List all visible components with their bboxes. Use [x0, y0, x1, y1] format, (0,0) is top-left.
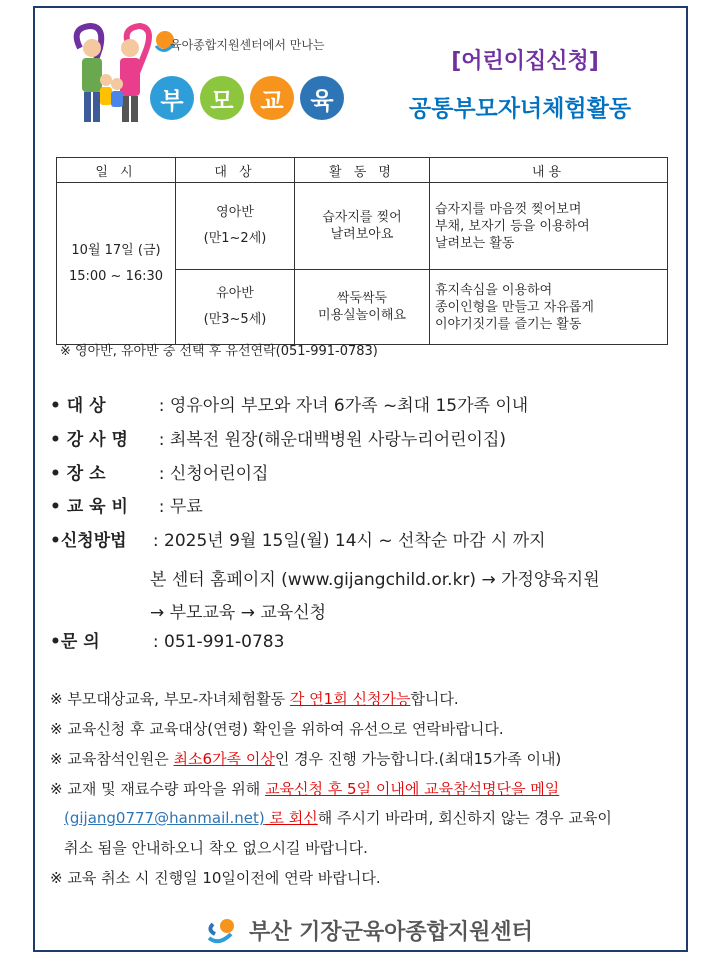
- center-logo-icon: [205, 916, 241, 946]
- col-header-target: 대 상: [176, 158, 295, 183]
- notice-4-line-2: [64, 807, 612, 828]
- content-line: 휴지속심을 이용하여: [435, 282, 553, 298]
- notice-4-line-3: 취소 됨을 안내하오니 착오 없으시길 바랍니다.: [64, 839, 368, 857]
- info-value: : 영유아의 부모와 자녀 6가족 ~최대 15가족 이내: [158, 396, 529, 416]
- content-line: 습자지를 마음껏 찢어보며: [435, 201, 582, 217]
- bullet: •: [50, 497, 67, 517]
- info-label: 장 소: [66, 464, 106, 484]
- col-header-activity: 활 동 명: [295, 158, 430, 183]
- info-lecturer: [50, 430, 506, 450]
- title-line-2: 공통부모자녀체험활동: [408, 96, 632, 122]
- activity-line: 습자지를 찢어: [322, 210, 402, 225]
- notice-text: 인 경우 진행 가능합니다.(최대15가족 이내): [274, 750, 562, 768]
- schedule-table: [56, 157, 668, 345]
- target-name: 유아반: [216, 286, 254, 301]
- content-line: 부채, 보자기 등을 이용하여: [435, 218, 590, 234]
- parent-education-logo: [150, 76, 344, 120]
- bullet: •: [50, 464, 67, 484]
- logo-letter-4: 육: [300, 76, 344, 120]
- info-value: : 무료: [158, 497, 203, 517]
- apply-line-3: → 부모교육 → 교육신청: [150, 603, 327, 623]
- info-value: : 신청어린이집: [158, 464, 269, 484]
- info-label: 교 육 비: [66, 497, 128, 517]
- notice-1: [50, 688, 459, 709]
- notice-text: ※ 교육참석인원은: [50, 750, 174, 768]
- bullet: •: [50, 531, 61, 551]
- notice-highlight: 최소6가족 이상: [173, 750, 275, 768]
- bullet: •: [50, 396, 67, 416]
- info-apply: [50, 531, 546, 551]
- activity-line: 날려보아요: [330, 227, 394, 242]
- sub-banner: 육아종합지원센터에서 만나는: [170, 38, 325, 52]
- bullet: •: [50, 632, 61, 652]
- info-label: 강 사 명: [66, 430, 128, 450]
- info-target: [50, 396, 528, 416]
- apply-line-2: 본 센터 홈페이지 (www.gijangchild.or.kr) → 가정양육지원: [150, 570, 600, 590]
- activity-cell: [295, 183, 430, 270]
- target-age: (만1~2세): [203, 231, 267, 246]
- content-cell: [430, 183, 668, 270]
- notice-4: [50, 778, 559, 799]
- notice-highlight: 교육신청 후 5일 이내에 교육참석명단을 메일: [265, 780, 560, 798]
- notice-text: 합니다.: [410, 690, 459, 708]
- activity-cell: [295, 270, 430, 345]
- notice-3: [50, 748, 561, 769]
- schedule-note: ※ 영아반, 유아반 중 선택 후 유선연락(051-991-0783): [60, 344, 378, 359]
- footer-org-name: 부산 기장군육아종합지원센터: [249, 920, 533, 945]
- bullet: •: [50, 430, 67, 450]
- info-fee: [50, 497, 203, 517]
- notice-text: 해 주시기 바라며, 회신하지 않는 경우 교육이: [317, 809, 612, 827]
- info-value: : 2025년 9월 15일(월) 14시 ~ 선착순 마감 시 까지: [152, 531, 546, 551]
- target-cell: [176, 270, 295, 345]
- notice-2: ※ 교육신청 후 교육대상(연령) 확인을 위하여 유선으로 연락바랍니다.: [50, 720, 504, 738]
- footer: [205, 915, 533, 946]
- logo-letter-3: 교: [250, 76, 294, 120]
- logo-letter-1: 부: [150, 76, 194, 120]
- activity-line: 미용실놀이해요: [318, 308, 406, 323]
- content-line: 이야기짓기를 즐기는 활동: [435, 316, 582, 332]
- info-label: 신청방법: [60, 531, 127, 551]
- title-line-1: [어린이집신청]: [451, 49, 599, 74]
- info-value: : 051-991-0783: [152, 632, 285, 652]
- info-contact: [50, 632, 284, 652]
- notice-highlight: 로 회신: [264, 809, 318, 827]
- notice-text: ※ 교재 및 재료수량 파악을 위해: [50, 780, 266, 798]
- target-age: (만3~5세): [203, 312, 267, 327]
- col-header-content: 내용: [430, 158, 668, 183]
- activity-line: 싹둑싹둑: [336, 291, 388, 306]
- logo-letter-2: 모: [200, 76, 244, 120]
- info-label: 문 의: [60, 632, 100, 652]
- notice-text: ※ 부모대상교육, 부모-자녀체험활동: [50, 690, 290, 708]
- event-time: 15:00 ~ 16:30: [68, 268, 164, 284]
- info-label: 대 상: [66, 396, 106, 416]
- content-line: 날려보는 활동: [435, 235, 515, 251]
- content-cell: [430, 270, 668, 345]
- event-date: 10월 17일 (금): [71, 242, 161, 258]
- table-header-row: [57, 158, 668, 183]
- target-name: 영아반: [216, 205, 254, 220]
- notice-highlight: 각 연1회 신청가능: [289, 690, 411, 708]
- table-row: [57, 183, 668, 270]
- notice-5: ※ 교육 취소 시 진행일 10일이전에 연락 바랍니다.: [50, 869, 381, 887]
- info-value: : 최복전 원장(해운대백병원 사랑누리어린이집): [158, 430, 507, 450]
- datetime-cell: [57, 183, 176, 345]
- col-header-datetime: 일 시: [57, 158, 176, 183]
- target-cell: [176, 183, 295, 270]
- info-place: [50, 464, 268, 484]
- content-line: 종이인형을 만들고 자유롭게: [435, 299, 594, 315]
- email-link[interactable]: (gijang0777@hanmail.net): [64, 809, 265, 827]
